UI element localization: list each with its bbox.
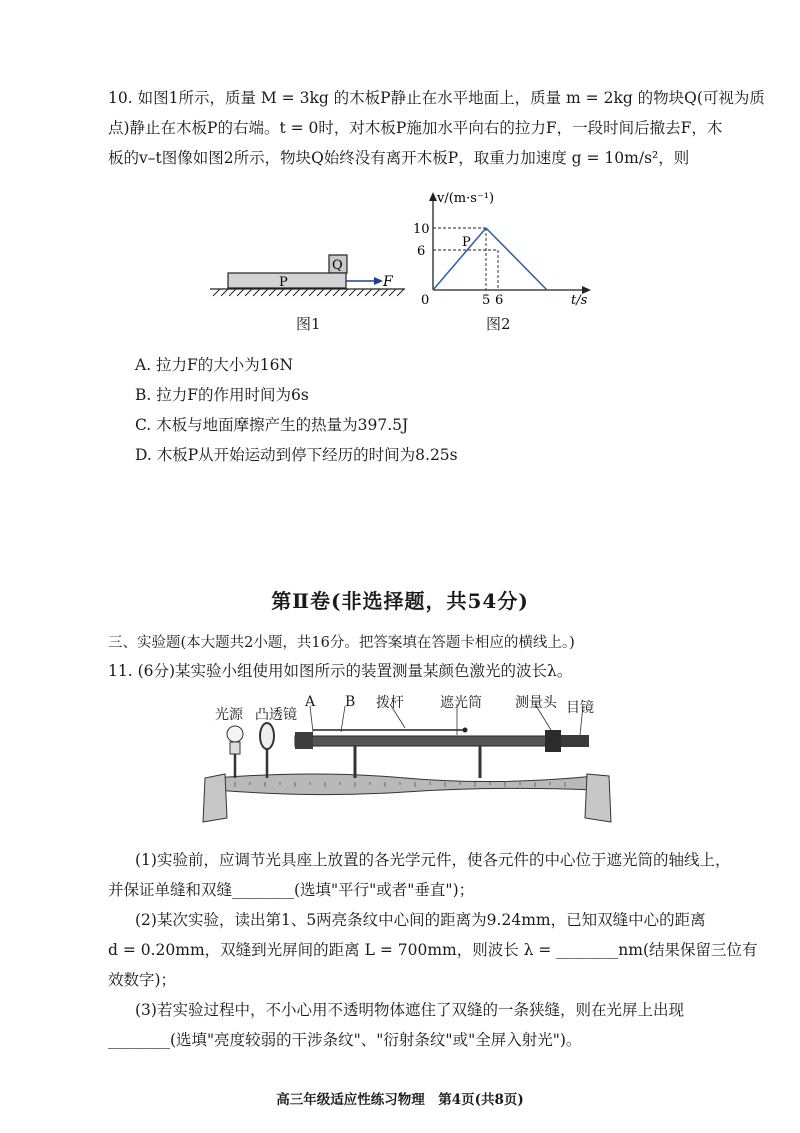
fig2-origin: 0 [421, 293, 430, 308]
option-c: C. 木板与地面摩擦产生的热量为397.5J [135, 416, 409, 434]
convex-lens [260, 723, 274, 749]
label-eyepiece: 目镜 [566, 700, 594, 716]
fig2-ylabel: v/(m·s⁻¹) [437, 191, 495, 206]
q11-part1-line-2: 并保证单缝和双缝________(选填"平行"或者"垂直")； [108, 881, 475, 899]
figure-2-drawing [405, 188, 605, 308]
fig1-caption: 图1 [296, 315, 321, 333]
q11-part2-line-1: (2)某次实验，读出第1、5两亮条纹中心间的距离为9.24mm，已知双缝中心的距离 [135, 911, 706, 929]
section-title: 第Ⅱ卷(非选择题，共54分) [271, 589, 529, 613]
force-arrow-head [374, 277, 383, 285]
v-axis-arrow [429, 192, 437, 201]
q10-line-1: 10. 如图1所示，质量 M = 3kg 的木板P静止在水平地面上，质量 m = 2kg 的物块Q(可视为质 [108, 89, 765, 107]
q10-line-3: 板的v–t图像如图2所示，物块Q始终没有离开木板P，取重力加速度 g = 10m/s²，则 [108, 149, 690, 167]
fig1-label-f: F [383, 274, 393, 290]
fig1-label-q: Q [332, 258, 343, 273]
option-b: B. 拉力F的作用时间为6s [135, 386, 309, 404]
fig2-xtick-6: 6 [495, 293, 504, 308]
eyepiece [561, 735, 589, 747]
option-d: D. 木板P从开始运动到停下经历的时间为8.25s [135, 446, 458, 464]
bench-foot-right [585, 774, 611, 822]
fig2-ytick-6: 6 [417, 244, 426, 259]
bench-foot-left [203, 774, 227, 822]
fig1-label-p: P [279, 275, 288, 290]
tube-slit-end [295, 732, 313, 749]
p-line-decelerate [486, 228, 547, 290]
bench-rail [215, 774, 595, 795]
fig2-xtick-5: 5 [482, 293, 491, 308]
label-measuring-head: 测量头 [515, 695, 557, 711]
label-b: B [345, 694, 356, 710]
light-shield-tube [295, 736, 570, 746]
fig2-caption: 图2 [486, 315, 511, 333]
figure-2 [405, 188, 605, 308]
q11-part2-line-2: d = 0.20mm，双缝到光屏间的距离 L = 700mm，则波长 λ = ________nm(结果保留三位有 [108, 941, 758, 959]
fig2-label-p: P [462, 235, 471, 250]
ground-hatch [213, 289, 404, 296]
label-lever: 拨杆 [376, 695, 404, 711]
fig2-xlabel: t/s [571, 293, 588, 308]
measuring-head [545, 730, 561, 752]
label-a: A [305, 694, 316, 710]
label-convex-lens: 凸透镜 [255, 707, 297, 723]
fig2-ytick-10: 10 [413, 222, 430, 237]
page-footer: 高三年级适应性练习物理 第4页(共8页) [276, 1092, 524, 1108]
q11-part3-line-2: ________(选填"亮度较弱的干涉条纹"、"衍射条纹"或"全屏入射光")。 [108, 1031, 582, 1049]
p-line-accelerate [433, 228, 486, 290]
section-intro: 三、实验题(本大题共2小题，共16分。把答案填在答题卡相应的横线上。) [108, 635, 575, 651]
q10-line-2: 点)静止在木板P的右端。t = 0时，对木板P施加水平向右的拉力F，一段时间后撤去F，木 [108, 119, 723, 137]
light-bulb [227, 726, 243, 742]
q11-part2-line-3: 效数字)； [108, 971, 177, 989]
label-tube: 遮光筒 [440, 695, 482, 711]
q11-part1-line-1: (1)实验前，应调节光具座上放置的各光学元件，使各元件的中心位于遮光筒的轴线上， [135, 851, 731, 869]
option-a: A. 拉力F的大小为16N [135, 356, 294, 374]
q11-stem: 11. (6分)某实验小组使用如图所示的装置测量某颜色激光的波长λ。 [108, 662, 573, 680]
label-light-source: 光源 [215, 707, 243, 723]
q11-part3-line-1: (3)若实验过程中，不小心用不透明物体遮住了双缝的一条狭缝，则在光屏上出现 [135, 1001, 684, 1019]
